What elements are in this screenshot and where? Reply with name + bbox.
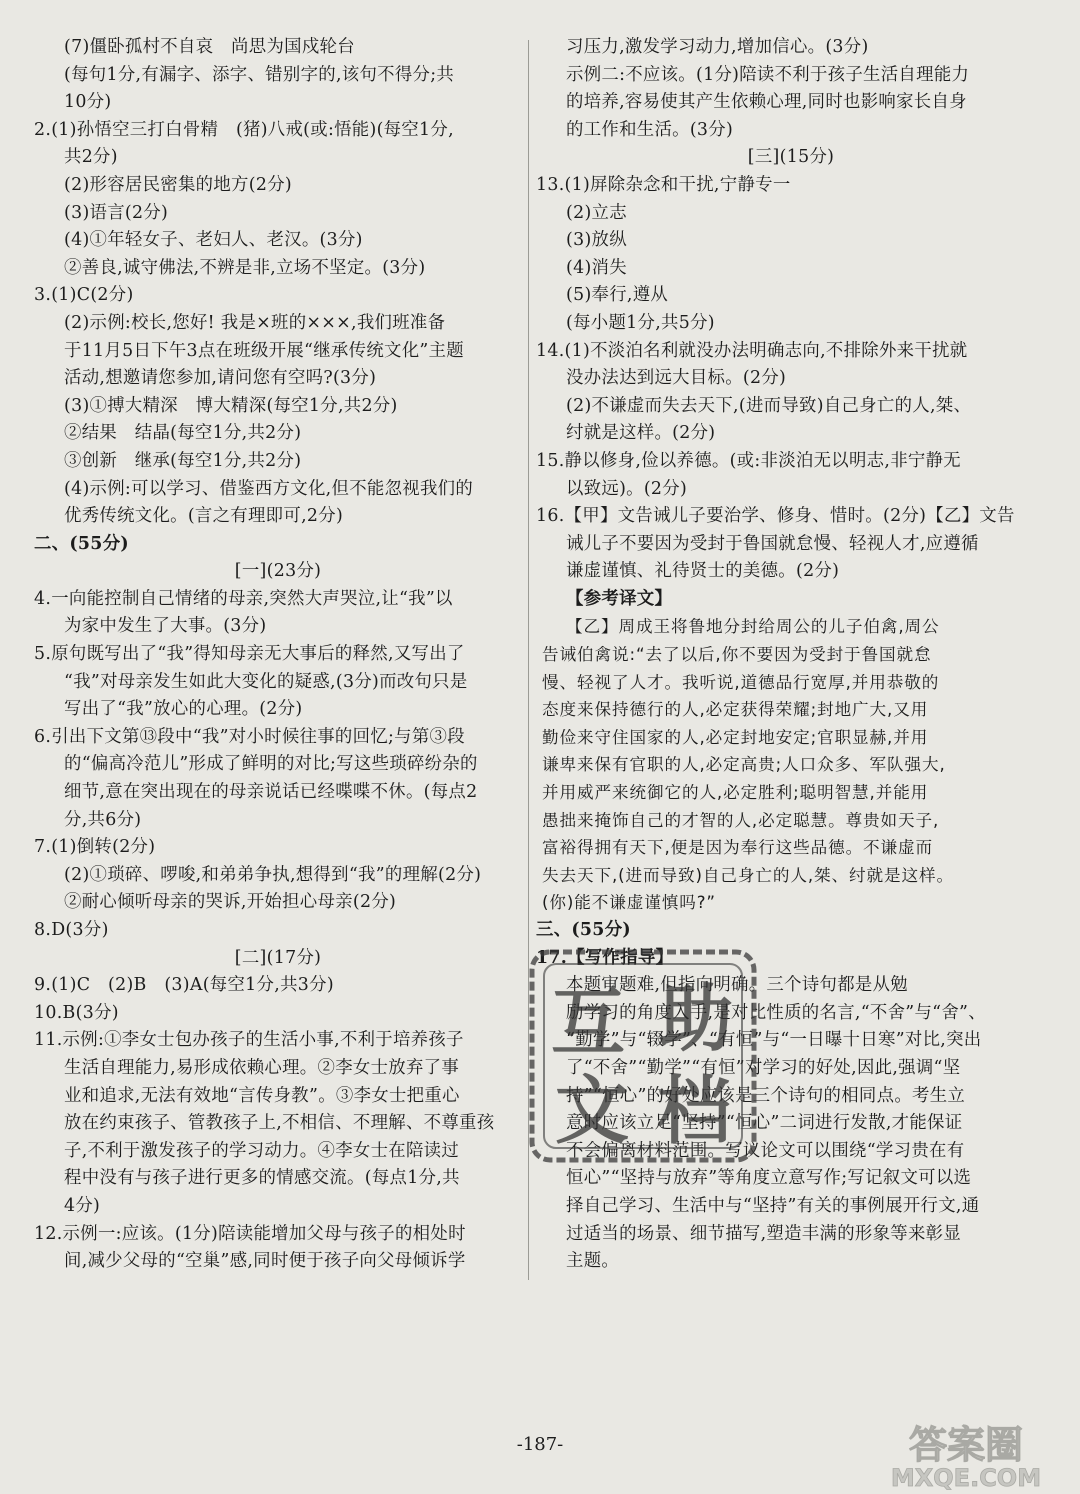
- text-line: 了“不舍”“勤学”“有恒”对学习的好处,因此,强调“坚: [566, 1057, 961, 1078]
- text-line: (3)放纵: [566, 230, 627, 251]
- text-line: 并用威严来统御它的人,必定胜利;聪明智慧,并能用: [542, 783, 929, 803]
- text-line: 诫儿子不要因为受封于鲁国就怠慢、轻视人才,应遵循: [566, 533, 979, 554]
- text-line: 分,共6分): [64, 809, 142, 830]
- text-line: 10分): [64, 92, 112, 113]
- text-line: 活动,想邀请您参加,请问您有空吗?(3分): [64, 368, 377, 389]
- text-line: 4.一向能控制自己情绪的母亲,突然大声哭泣,让“我”以: [34, 588, 453, 609]
- stamp-char: 档: [657, 1068, 731, 1154]
- text-line: 写出了“我”放心的心理。(2分): [64, 699, 303, 720]
- text-line: (4)示例:可以学习、借鉴西方文化,但不能忽视我们的: [64, 478, 474, 499]
- text-line: (4)①年轻女子、老妇人、老汉。(3分): [64, 230, 363, 251]
- text-line: (5)奉行,遵从: [566, 285, 669, 306]
- text-line: 择自己学习、生活中与“坚持”有关的事例展开行文,通: [566, 1195, 980, 1216]
- text-line: 的工作和生活。(3分): [566, 119, 734, 140]
- text-line: 3.(1)C(2分): [34, 285, 134, 306]
- text-line: 14.(1)不淡泊名利就没办法明确志向,不排除外来干扰就: [536, 340, 968, 361]
- watermark-line2: MXQE.COM: [890, 1464, 1042, 1492]
- text-line: (2)立志: [566, 202, 627, 223]
- text-line: [三](15分): [747, 147, 835, 168]
- text-line: 态度来保持德行的人,必定获得荣耀;封地广大,又用: [542, 700, 929, 720]
- site-watermark: [866, 1420, 1066, 1492]
- left-column: [34, 34, 522, 1276]
- text-line: 谦卑来保有官职的人,必定高贵;人口众多、军队强大,: [542, 755, 946, 775]
- text-line: (3)语言(2分): [64, 202, 169, 223]
- text-line: 持”“恒心”的好处应该是三个诗句的相同点。考生立: [566, 1085, 966, 1106]
- stamp-char: 文: [555, 1068, 629, 1154]
- text-line: 4分): [64, 1195, 101, 1216]
- text-line: “我”对母亲发生如此大变化的疑惑,(3分)而改句只是: [64, 671, 468, 692]
- text-line: “勤学”与“辍学”、“有恒”与“一日曝十日寒”对比,突出: [566, 1030, 982, 1051]
- text-line: 富裕得拥有天下,便是因为奉行这些品德。不谦虚而: [542, 838, 934, 858]
- text-line: 放在约束孩子、管教孩子上,不相信、不理解、不尊重孩: [64, 1113, 495, 1134]
- text-line: 没办法达到远大目标。(2分): [566, 368, 787, 389]
- text-line: 9.(1)C (2)B (3)A(每空1分,共3分): [34, 975, 334, 996]
- text-line: 8.D(3分): [34, 920, 109, 940]
- text-line: 5.原句既写出了“我”得知母亲无大事后的释然,又写出了: [34, 644, 465, 665]
- text-line: 细节,意在突出现在的母亲说话已经喋喋不休。(每点2: [64, 782, 478, 803]
- watermark-line1: 答案圈: [908, 1423, 1024, 1467]
- stamp-char: 助: [659, 976, 733, 1062]
- text-line: 生活自理能力,易形成依赖心理。②李女士放弃了事: [64, 1057, 460, 1078]
- text-line: 2.(1)孙悟空三打白骨精 (猪)八戒(或:悟能)(每空1分,: [34, 119, 454, 140]
- text-line: 13.(1)屏除杂念和干扰,宁静专一: [536, 174, 791, 195]
- text-line: 主题。: [566, 1251, 620, 1272]
- text-line: ②善良,诚守佛法,不辨是非,立场不坚定。(3分): [64, 257, 426, 278]
- text-line: (7)僵卧孤村不自哀 尚思为国戍轮台: [64, 37, 355, 57]
- text-line: (每小题1分,共5分): [566, 312, 715, 333]
- stamp-char: 互: [551, 980, 625, 1066]
- text-line: 勤俭来守住国家的人,必定封地安定;官职显赫,并用: [542, 727, 929, 747]
- text-line: 习压力,激发学习动力,增加信心。(3分): [566, 37, 869, 57]
- text-line: 本题审题难,但指向明确。三个诗句都是从勉: [566, 975, 908, 996]
- text-line: 谦虚谨慎、礼待贤士的美德。(2分): [566, 561, 840, 582]
- text-line: 【参考译文】: [566, 588, 673, 609]
- text-line: 告诫伯禽说:“去了以后,你不要因为受封于鲁国就怠: [542, 645, 932, 665]
- text-line: 间,减少父母的“空巢”感,同时便于孩子向父母倾诉学: [64, 1251, 466, 1272]
- text-line: 不会偏离材料范围。写议论文可以围绕“学习贵在有: [566, 1140, 965, 1161]
- text-line: 以致远)。(2分): [566, 478, 688, 499]
- text-line: 为家中发生了大事。(3分): [64, 616, 267, 637]
- text-line: 励学习的角度入手,是对比性质的名言,“不舍”与“舍”、: [566, 1002, 986, 1023]
- text-line: (2)示例:校长,您好! 我是×班的×××,我们班准备: [64, 312, 446, 333]
- text-line: 二、(55分): [34, 533, 129, 554]
- text-line: 【乙】周成王将鲁地分封给周公的儿子伯禽,周公: [566, 617, 940, 637]
- text-line: 17.【写作指导】: [536, 947, 674, 968]
- text-line: ②耐心倾听母亲的哭诉,开始担心母亲(2分): [64, 892, 397, 913]
- text-line: (每句1分,有漏字、添字、错别字的,该句不得分;共: [64, 64, 455, 85]
- text-line: 三、(55分): [536, 920, 631, 940]
- text-line: 的培养,容易使其产生依赖心理,同时也影响家长自身: [566, 92, 967, 113]
- text-line: ②结果 结晶(每空1分,共2分): [64, 423, 302, 444]
- text-line: 于11月5日下午3点在班级开展“继承传统文化”主题: [64, 340, 464, 361]
- text-line: 6.引出下文第⑬段中“我”对小时候往事的回忆;与第③段: [34, 726, 465, 747]
- text-line: 慢、轻视了人才。我听说,道德品行宽厚,并用恭敬的: [542, 672, 940, 692]
- text-line: (2)不谦虚而失去天下,(进而导致)自己身亡的人,桀、: [566, 395, 972, 416]
- text-line: ③创新 继承(每空1分,共2分): [64, 450, 302, 471]
- text-line: 7.(1)倒转(2分): [34, 837, 156, 858]
- text-line: 纣就是这样。(2分): [566, 423, 716, 444]
- text-line: (3)①搏大精深 博大精深(每空1分,共2分): [64, 395, 398, 416]
- text-line: 优秀传统文化。(言之有理即可,2分): [64, 506, 344, 527]
- text-line: (2)①琐碎、啰唆,和弟弟争执,想得到“我”的理解(2分): [64, 864, 482, 885]
- text-line: 12.示例一:应该。(1分)陪读能增加父母与孩子的相处时: [34, 1223, 466, 1244]
- text-line: [一](23分): [234, 561, 322, 582]
- text-line: (4)消失: [566, 257, 627, 278]
- text-line: 10.B(3分): [34, 1002, 119, 1023]
- text-line: 过适当的场景、细节描写,塑造丰满的形象等来彰显: [566, 1223, 962, 1244]
- text-line: 11.示例:①李女士包办孩子的生活小事,不利于培养孩子: [34, 1030, 464, 1051]
- text-line: 恒心”“坚持与放弃”等角度立意写作;写记叙文可以选: [566, 1168, 972, 1189]
- text-line: 子,不利于激发孩子的学习动力。④李女士在陪读过: [64, 1140, 460, 1161]
- text-line: 失去天下,(进而导致)自己身亡的人,桀、纣就是这样。: [542, 865, 954, 885]
- text-line: 愚拙来掩饰自己的才智的人,必定聪慧。尊贵如天子,: [542, 810, 940, 830]
- text-line: (你)能不谦虚谨慎吗?”: [542, 893, 716, 913]
- text-line: 程中没有与孩子进行更多的情感交流。(每点1分,共: [64, 1168, 460, 1189]
- text-line: 共2分): [64, 147, 118, 168]
- text-line: 意时应该立足“坚持”“恒心”二词进行发散,才能保证: [566, 1113, 963, 1134]
- text-line: 16.【甲】文告诫儿子要治学、修身、惜时。(2分)【乙】文告: [536, 506, 1015, 527]
- page-number: -187-: [516, 1434, 564, 1455]
- text-line: 15.静以修身,俭以养德。(或:非淡泊无以明志,非宁静无: [536, 450, 961, 471]
- text-line: [二](17分): [234, 947, 322, 968]
- text-line: (2)形容居民密集的地方(2分): [64, 174, 292, 195]
- help-doc-stamp: [518, 936, 768, 1176]
- text-line: 示例二:不应该。(1分)陪读不利于孩子生活自理能力: [566, 64, 970, 85]
- text-line: 业和追求,无法有效地“言传身教”。③李女士把重心: [64, 1085, 460, 1106]
- text-line: 的“偏高冷范儿”形成了鲜明的对比;写这些琐碎纷杂的: [64, 754, 478, 775]
